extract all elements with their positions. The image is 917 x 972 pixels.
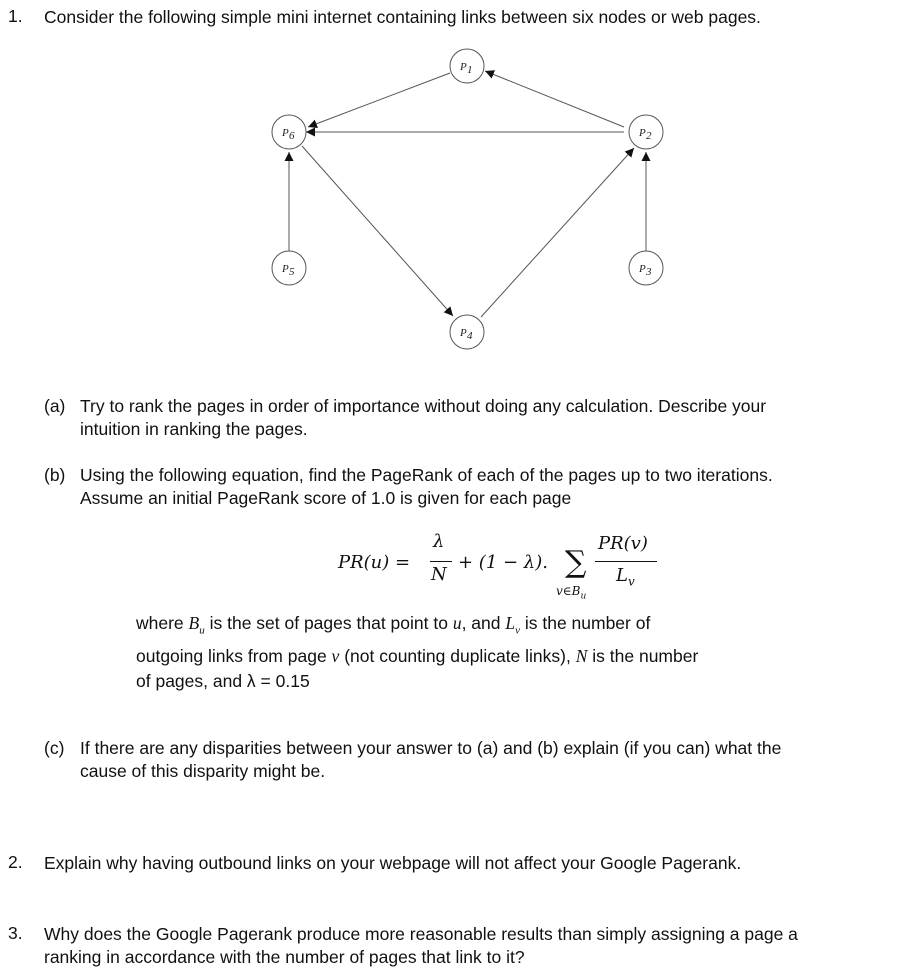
svg-text:P: P — [639, 127, 646, 139]
definitions-line-1: where $B_u$ is the set of pages that point to u, and $L_v$ is the number of — [136, 613, 651, 637]
equation-definitions — [136, 611, 896, 694]
part-b-line-1: Using the following equation, find the PageRank of each of the pages up to two iterations. — [80, 465, 773, 485]
edge-p6-p4 — [302, 146, 453, 316]
node-p6 — [272, 115, 306, 149]
equation-lambda: λ — [433, 531, 445, 552]
svg-text:P: P — [639, 263, 646, 275]
question-1-number: 1. — [8, 6, 23, 26]
node-p5 — [272, 251, 306, 285]
svg-text:1: 1 — [467, 64, 473, 76]
definitions-line-3: of pages, and λ = 0.15 — [136, 670, 310, 691]
equation-middle: + (1 − λ). — [458, 552, 548, 573]
svg-text:P: P — [460, 61, 467, 73]
node-p4 — [450, 315, 484, 349]
question-2-text: Explain why having outbound links on your webpage will not affect your Google Pagerank. — [44, 853, 742, 873]
edge-p2-p1 — [485, 71, 624, 127]
node-p1 — [450, 49, 484, 83]
svg-text:P: P — [282, 127, 289, 139]
equation-fraction-bar-2 — [595, 561, 657, 562]
part-b-label: (b) — [44, 465, 66, 485]
part-a-line-2: intuition in ranking the pages. — [80, 419, 308, 439]
equation-denominator: $L_v$ — [616, 565, 635, 589]
svg-text:6: 6 — [289, 130, 295, 142]
equation-sum-index: $v\in B_u$ — [556, 584, 587, 602]
equation-lhs: PR(u) = — [338, 552, 411, 573]
part-a-label: (a) — [44, 396, 66, 416]
question-3-line-2: ranking in accordance with the number of pages that link to it? — [44, 947, 525, 967]
equation-sigma: ∑ — [565, 545, 587, 580]
svg-text:P: P — [460, 327, 467, 339]
svg-text:3: 3 — [646, 266, 652, 278]
part-b-line-2: Assume an initial PageRank score of 1.0 is given for each page — [80, 488, 572, 508]
svg-text:2: 2 — [646, 130, 652, 142]
edge-p4-p2 — [481, 148, 634, 317]
equation-fraction-bar-1 — [430, 561, 452, 562]
svg-text:P: P — [282, 263, 289, 275]
edge-p1-p6 — [308, 73, 450, 127]
definitions-line-2: outgoing links from page v (not counting duplicate links), N is the number — [136, 645, 699, 666]
question-1-text: Consider the following simple mini internet containing links between six nodes or web pages. — [44, 7, 761, 27]
link-graph-diagram — [0, 0, 917, 372]
part-c-line-1: If there are any disparities between your answer to (a) and (b) explain (if you can) what the — [80, 738, 782, 758]
node-p2 — [629, 115, 663, 149]
svg-text:5: 5 — [289, 266, 295, 278]
part-c-label: (c) — [44, 738, 65, 758]
svg-text:4: 4 — [467, 330, 473, 342]
part-a-line-1: Try to rank the pages in order of importance without doing any calculation. Describe your — [80, 396, 767, 416]
question-3-line-1: Why does the Google Pagerank produce more reasonable results than simply assigning a page a — [44, 924, 798, 944]
part-c-line-2: cause of this disparity might be. — [80, 761, 326, 781]
equation-numerator: PR(v) — [598, 533, 648, 554]
question-2-number: 2. — [8, 852, 23, 872]
question-3-number: 3. — [8, 923, 23, 943]
node-p3 — [629, 251, 663, 285]
equation-N: N — [431, 564, 447, 585]
